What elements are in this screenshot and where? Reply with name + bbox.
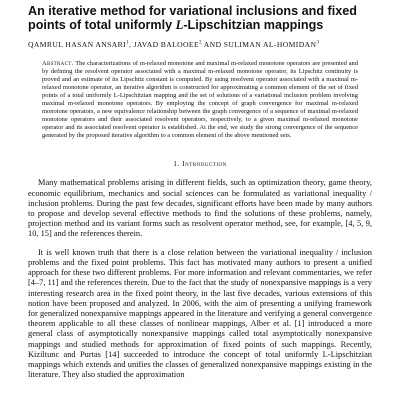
section-title: Introduction [182,159,227,169]
body-paragraph: It is well known truth that there is a close relation between the variational inequality / inclusion problems and the fixed point problems. This fact has motivated many authors to present a unified approach for these two different problems. For more information and relevant commentaries, we refer [4–7, 11] and the references therein. Due to the fact that the study of nonexpansive mappings is a very interesting research area in the fixed point theory, in the last five decades, various extensions of this notion have been proposed and analyzed. In 2006, with the aim of presenting a unifying framework for generalized nonexpansive mappings appeared in the literature and verifying a general convergence theorem applicable to all these classes of nonlinear mappings, Alber et al. [1] introduced a more general class of asymptotically nonexpansive mappings called total asymptotically nonexpansive mappings and studied methods for approximation of fixed points of such mappings. Recently, Kiziltunc and Purtas [14] succeeded to introduce the concept of total uniformly L-Lipschitzian mappings which extends and unifies the classes of generalized nonexpansive mappings existing in the literature. They also studied the approximation [28,247,372,380]
paper-page [28,4,372,388]
section-heading [28,159,372,168]
section-number: 1. [173,159,180,169]
paper-title [28,4,372,32]
author-affiliation-mark: 1 [126,40,129,46]
abstract-text: The characterizations of m-relaxed monotone and maximal m-relaxed monotone operators are presented and by defining the resolvent operator associated with a maximal m-relaxed monotone operator, its Lipschitz continuity is proved and an estimate of its Lipschitz constant is computed. By using resolvent operator associated with a maximal m-relaxed monotone operator, an iterative algorithm is constructed for approximating a common element of the set of fixed points of a total uniformly L-Lipschitzian mapping and the set of solutions of a variational inclusion problem involving maximal m-relaxed monotone operators. By employing the concept of graph convergence for maximal m-relaxed monotone operators, a new equivalence relationship between the graph convergence of a sequence of maximal m-relaxed monotone operators and their associated resolvent operators, respectively, to a given maximal m-relaxed monotone operator and its associated resolvent operator is established. At the end, we study the strong convergence of the sequence generated by the proposed iterative algorithm to a common element of the above mentioned sets. [42,60,358,140]
body-text [28,178,372,380]
title-text-part2: -Lipschitzian mappings [183,18,324,32]
abstract [28,60,372,140]
author-list: QAMRUL HASAN ANSARI$^1$, JAVAD BALOOEE$^2$ AND SULIMAN AL-HOMIDAN$^3$ [28,40,320,49]
author-name: QAMRUL HASAN ANSARI [28,40,127,49]
author-affiliation-mark: 3 [316,40,320,46]
title-italic-symbol: L [175,18,184,32]
title-text-part1: An iterative method for variational inclusions and fixed points of total uniformly [28,4,357,32]
body-paragraph: Many mathematical problems arising in different fields, such as optimization theory, game theory, economic equilibrium, mechanics and social sciences can be formulated as variational inequality / inclusion problems. During the past few decades, significant efforts have been made by many authors to propose and develop several effective methods to find the solutions of these problems, namely, projection method and its variant forms such as resolvent operator method, see, for example, [4, 5, 9, 10, 15] and the references therein. [28,178,372,239]
author-name: JAVAD BALOOEE [133,40,200,49]
abstract-label: Abstract. [42,60,74,67]
author-affiliation-mark: 2 [199,40,202,46]
author-name: SULIMAN AL-HOMIDAN [223,40,317,49]
